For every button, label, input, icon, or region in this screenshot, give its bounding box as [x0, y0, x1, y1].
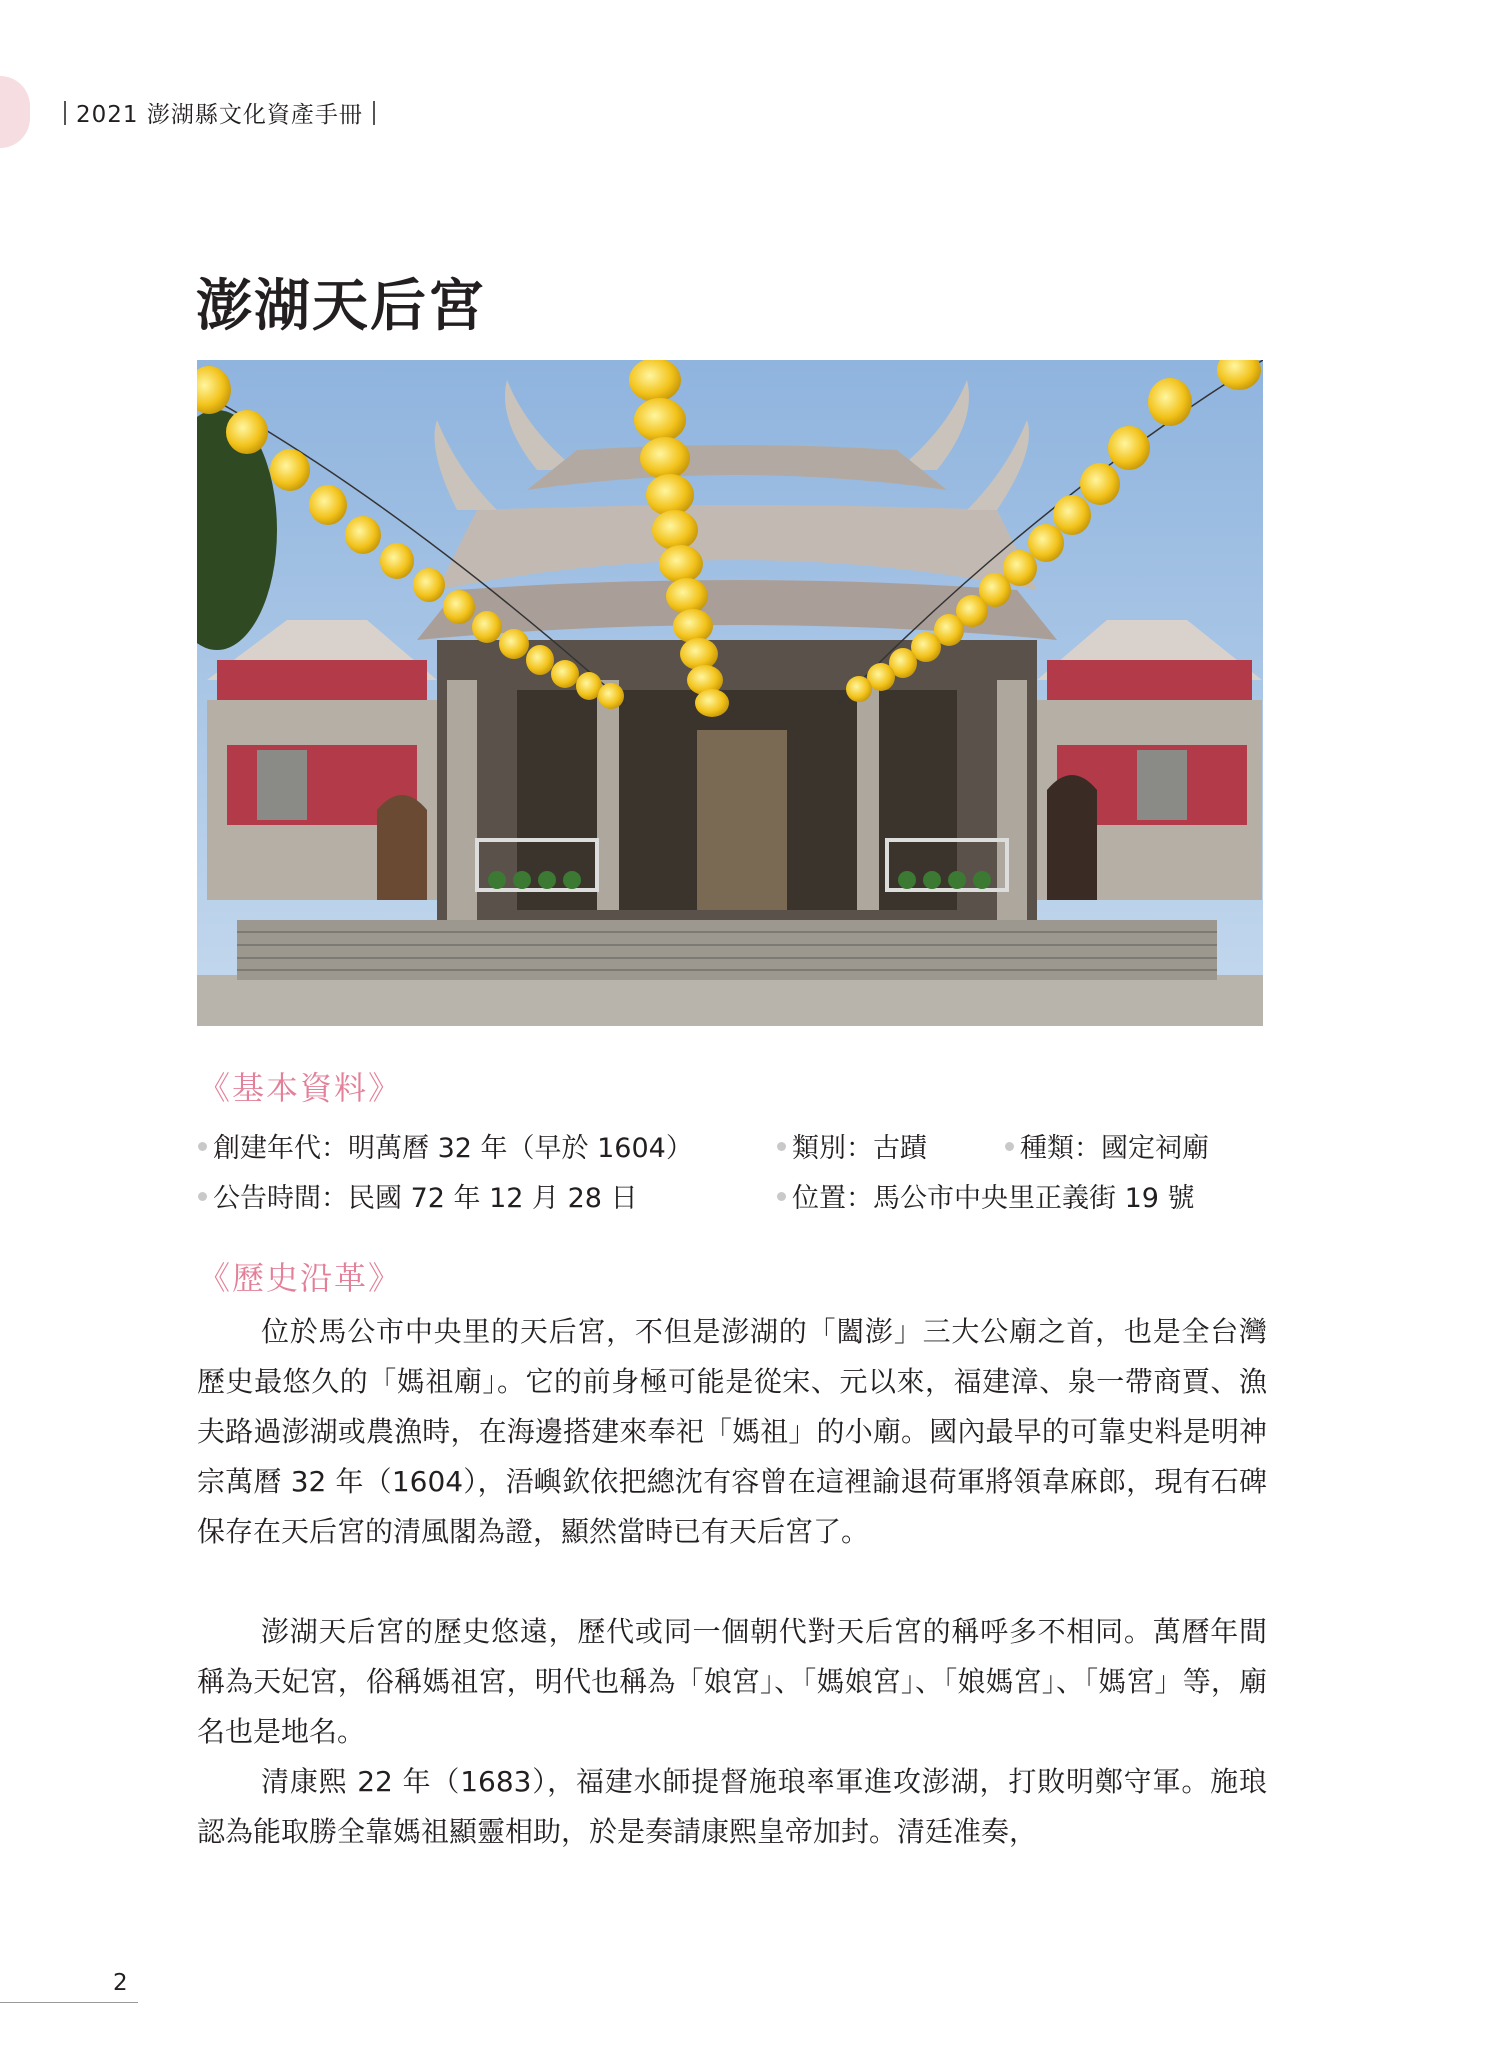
- info-announced: [198, 1176, 638, 1215]
- info-type-text: 種類：國定祠廟: [1020, 1133, 1209, 1164]
- bullet-dot: [777, 1192, 786, 1201]
- info-location-text: 位置：馬公市中央里正義街 19 號: [792, 1183, 1195, 1214]
- info-established-text: 創建年代：明萬曆 32 年（早於 1604）: [213, 1133, 693, 1164]
- history-paragraph-3: 清康熙 22 年（1683），福建水師提督施琅率軍進攻澎湖，打敗明鄭守軍。施琅認為能取勝全靠媽祖顯靈相助，於是奏請康熙皇帝加封。清廷准奏，: [197, 1765, 1267, 1848]
- info-category-text: 類別：古蹟: [792, 1133, 927, 1164]
- info-type: [1005, 1126, 1209, 1165]
- header-title: 2021 澎湖縣文化資產手冊: [76, 102, 363, 128]
- info-category: [777, 1126, 927, 1165]
- info-location: [777, 1176, 1195, 1215]
- running-header: [54, 96, 385, 129]
- bullet-dot: [777, 1142, 786, 1151]
- basic-info-heading: 《基本資料》: [198, 1069, 403, 1107]
- info-established: [198, 1126, 693, 1165]
- history-paragraph-1: 位於馬公市中央里的天后宮，不但是澎湖的「闔澎」三大公廟之首，也是全台灣歷史最悠久的「媽祖廟」。它的前身極可能是從宋、元以來，福建漳、泉一帶商賈、漁夫路過澎湖或農漁時，在海邊搭建來奉祀「媽祖」的小廟。國內最早的可靠史料是明神宗萬曆 32 年（1604），浯嶼欽依把總沈有容曾在這裡諭退荷軍將領韋麻郎，現有石碑保存在天后宮的清風閣為證，顯然當時已有天后宮了。: [197, 1315, 1267, 1548]
- header-divider-left: [64, 101, 66, 125]
- bullet-dot: [1005, 1142, 1014, 1151]
- bullet-dot: [198, 1192, 207, 1201]
- page-number-rule: [0, 2002, 138, 2003]
- history-heading: 《歷史沿革》: [198, 1259, 403, 1297]
- bullet-dot: [198, 1142, 207, 1151]
- page-number: 2: [113, 1970, 128, 1996]
- info-announced-text: 公告時間：民國 72 年 12 月 28 日: [213, 1183, 638, 1214]
- header-divider-right: [373, 101, 375, 125]
- temple-photo: [197, 360, 1263, 1026]
- page-corner-tab: [0, 76, 30, 148]
- page-title: 澎湖天后宮: [196, 273, 486, 339]
- history-paragraph-2: 澎湖天后宮的歷史悠遠，歷代或同一個朝代對天后宮的稱呼多不相同。萬曆年間稱為天妃宮，俗稱媽祖宮，明代也稱為「娘宮」、「媽娘宮」、「娘媽宮」、「媽宮」等，廟名也是地名。: [197, 1615, 1267, 1748]
